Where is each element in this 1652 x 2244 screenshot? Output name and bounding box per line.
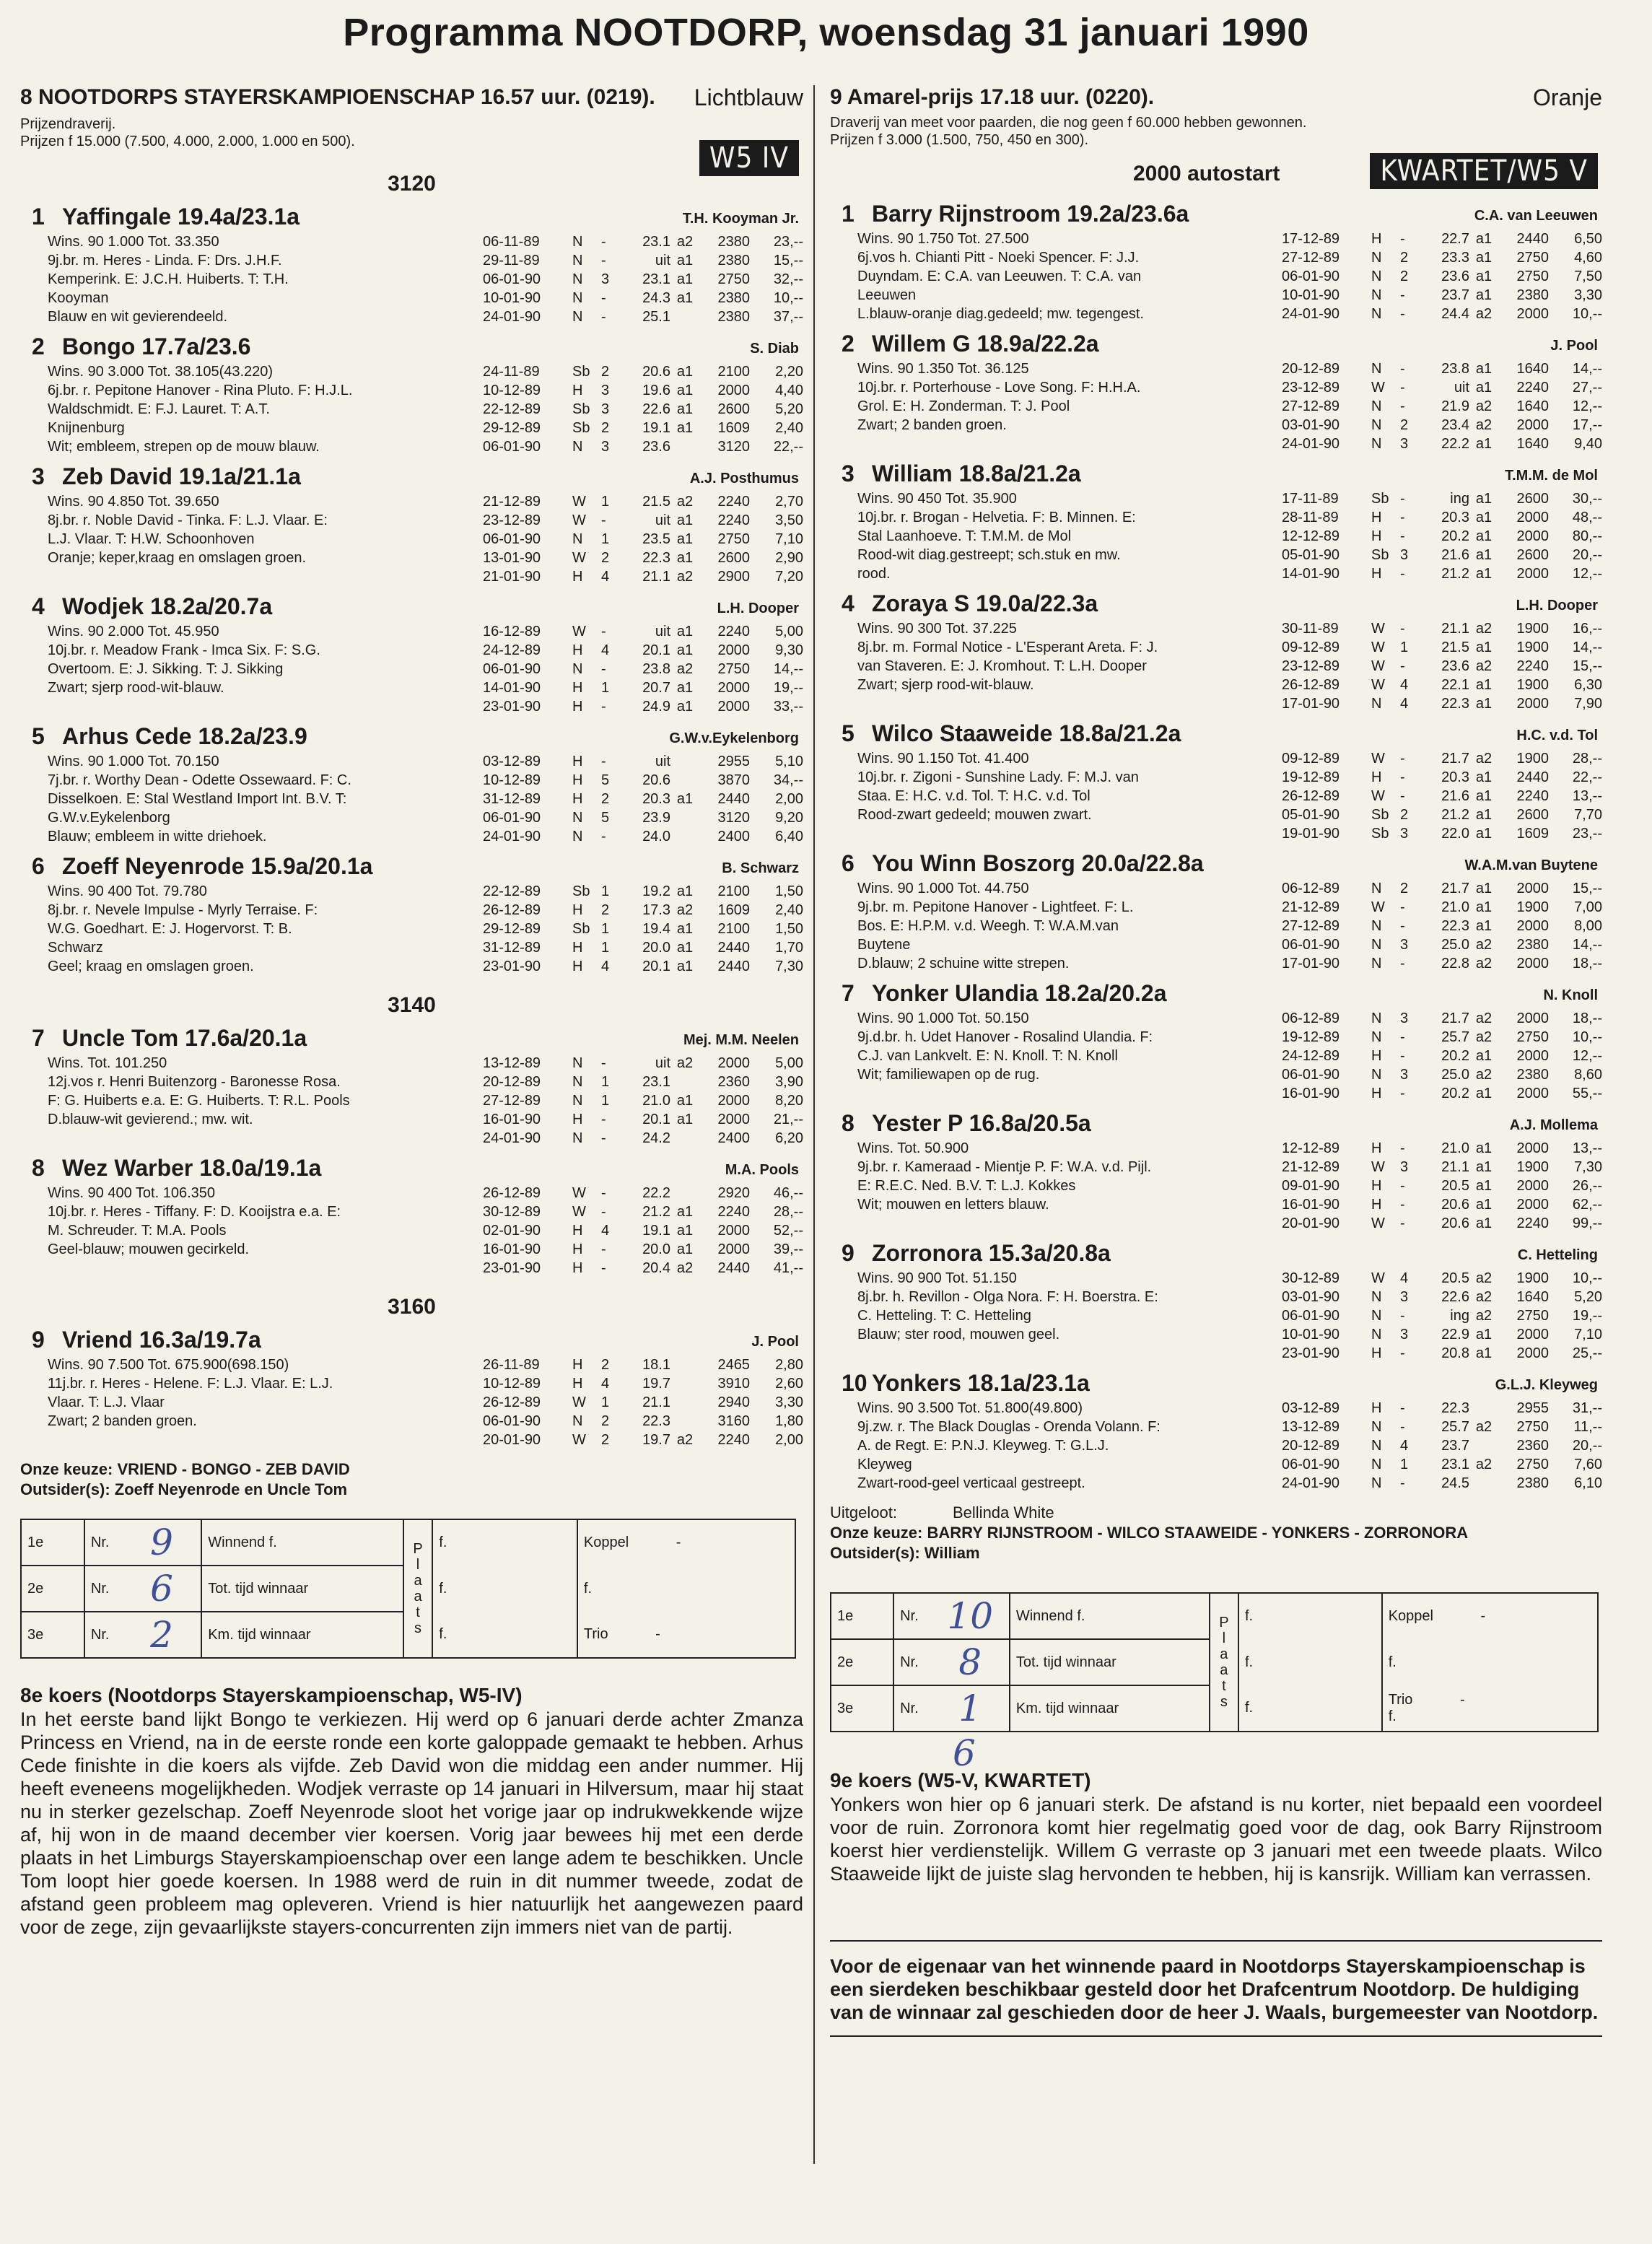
horse-number: 9	[32, 1327, 45, 1353]
horse-trainer: H.C. v.d. Tol	[1516, 728, 1598, 743]
horse-info-line: rood.	[857, 566, 891, 582]
horse-info-line: Wins. 90 1.000 Tot. 70.150	[48, 754, 219, 769]
race-result-row: 21-12-89 W 1 21.5 a2 2240 2,70	[483, 494, 803, 510]
horse-info-line: Disselkoen. E: Stal Westland Import Int. B.V. T:	[48, 791, 347, 807]
horse-trainer: W.A.M.van Buytene	[1464, 857, 1598, 873]
horse-info-line: Zwart; sjerp rood-wit-blauw.	[857, 677, 1034, 693]
horse-name: Wez Warber 18.0a/19.1a	[62, 1155, 322, 1181]
race-result-row: 31-12-89 H 1 20.0 a1 2440 1,70	[483, 940, 803, 956]
horse-info-line: Wins. 90 1.000 Tot. 44.750	[857, 881, 1029, 896]
horse-trainer: T.M.M. de Mol	[1505, 468, 1598, 484]
horse-info-line: Wins. Tot. 50.900	[857, 1140, 969, 1156]
race-result-row: 21-12-89 W - 21.0 a1 1900 7,00	[1282, 899, 1602, 915]
race-result-row: 28-11-89 H - 20.3 a1 2000 48,--	[1282, 510, 1602, 525]
race-result-row: 20-12-89 N 4 23.7 2360 20,--	[1282, 1438, 1602, 1454]
horse-name: Bongo 17.7a/23.6	[62, 333, 251, 359]
horse-entry	[830, 720, 1602, 843]
race-result-row: 13-12-89 N - 25.7 a2 2750 11,--	[1282, 1419, 1602, 1435]
horse-trainer: A.J. Mollema	[1509, 1117, 1598, 1133]
race-9-header: Oranje 9 Amarel-prijs 17.18 uur. (0220).	[830, 84, 1602, 110]
race-8-color: Lichtblauw	[694, 84, 803, 110]
horse-info-line: 8j.br. m. Formal Notice - L'Esperant Areta. F: J.	[857, 639, 1158, 655]
race-result-row: 26-12-89 W 4 22.1 a1 1900 6,30	[1282, 677, 1602, 693]
horse-name: Zorronora 15.3a/20.8a	[872, 1240, 1111, 1266]
race-result-row: 06-01-90 N - ing a2 2750 19,--	[1282, 1308, 1602, 1324]
race-result-row: 24-01-90 N 3 22.2 a1 1640 9,40	[1282, 436, 1602, 452]
race-result-row: 21-12-89 W 3 21.1 a1 1900 7,30	[1282, 1159, 1602, 1175]
horse-info-line: Kooyman	[48, 290, 109, 306]
race-result-row: 30-12-89 W - 21.2 a1 2240 28,--	[483, 1204, 803, 1220]
horse-info-line: Wins. 90 400 Tot. 106.350	[48, 1185, 216, 1201]
horse-info-line: Geel-blauw; mouwen gecirkeld.	[48, 1241, 250, 1257]
race-8-header: Lichtblauw 8 NOOTDORPS STAYERSKAMPIOENSCHAP 16.57 uur. (0219).	[20, 84, 803, 110]
race-9-type: Draverij van meet voor paarden, die nog geen f 60.000 hebben gewonnen.	[830, 115, 1307, 131]
horse-number: 3	[32, 463, 45, 489]
race-9-start: 2000 autostart	[1133, 162, 1280, 185]
race-result-row: 27-12-89 N 1 21.0 a1 2000 8,20	[483, 1093, 803, 1109]
horse-info-line: W.G. Goedhart. E: J. Hogervorst. T: B.	[48, 921, 292, 937]
horse-number: 8	[32, 1155, 45, 1181]
race-result-row: 14-01-90 H - 21.2 a1 2000 12,--	[1282, 566, 1602, 582]
horse-info-line: Blauw; ster rood, mouwen geel.	[857, 1327, 1060, 1343]
horse-entry	[830, 201, 1602, 323]
horse-info-line: Schwarz	[48, 940, 103, 956]
horse-info-line: 9j.br. m. Pepitone Hanover - Lightfeet. F: L.	[857, 899, 1134, 915]
horse-info-line: 10j.br. r. Porterhouse - Love Song. F: H.H.A.	[857, 380, 1141, 396]
horse-number: 6	[842, 850, 855, 876]
horse-trainer: C.A. van Leeuwen	[1474, 208, 1598, 224]
horse-number: 6	[32, 853, 45, 879]
horse-info-line: Wins. 90 3.000 Tot. 38.105(43.220)	[48, 364, 274, 380]
race-result-row: 13-12-89 N - uit a2 2000 5,00	[483, 1055, 803, 1071]
horse-info-line: D.blauw; 2 schuine witte strepen.	[857, 956, 1070, 972]
race-result-row: 29-12-89 Sb 2 19.1 a1 1609 2,40	[483, 420, 803, 436]
horse-name: Barry Rijnstroom 19.2a/23.6a	[872, 201, 1189, 227]
horse-info-line: Wins. 90 1.000 Tot. 33.350	[48, 234, 219, 250]
race-result-row: 06-12-89 N 3 21.7 a2 2000 18,--	[1282, 1010, 1602, 1026]
column-divider	[813, 85, 815, 2164]
horse-info-line: Buytene	[857, 937, 911, 953]
horse-info-line: 9j.br. m. Heres - Linda. F: Drs. J.H.F.	[48, 253, 282, 269]
horse-number: 1	[842, 201, 855, 227]
race-result-row: 19-12-89 N - 25.7 a2 2750 10,--	[1282, 1029, 1602, 1045]
horse-entry	[830, 590, 1602, 713]
horse-number: 4	[32, 593, 45, 619]
horse-trainer: C. Hetteling	[1517, 1247, 1598, 1263]
race-9-prizes: Prijzen f 3.000 (1.500, 750, 450 en 300).	[830, 132, 1089, 148]
race-result-row: 23-12-89 W - uit a1 2240 3,50	[483, 512, 803, 528]
distance-heading: 3160	[388, 1295, 436, 1319]
horse-info-line: van Staveren. E: J. Kromhout. T: L.H. Dooper	[857, 658, 1147, 674]
horse-info-line: Geel; kraag en omslagen groen.	[48, 959, 254, 974]
race-result-row: 10-01-90 N - 24.3 a1 2380 10,--	[483, 290, 803, 306]
horse-info-line: C. Hetteling. T: C. Hetteling	[857, 1308, 1031, 1324]
horse-name: Zoraya S 19.0a/22.3a	[872, 590, 1098, 616]
race-result-row: 30-12-89 W 4 20.5 a2 1900 10,--	[1282, 1270, 1602, 1286]
race-result-row: 09-12-89 W - 21.7 a2 1900 28,--	[1282, 751, 1602, 767]
distance-heading: 3120	[388, 172, 436, 196]
horse-number: 4	[842, 590, 855, 616]
plaats-label: P l a a t s	[1210, 1593, 1238, 1732]
horse-info-line: Wins. 90 1.000 Tot. 50.150	[857, 1010, 1029, 1026]
race-9-uitgeloot: Uitgeloot: Bellinda White	[830, 1503, 1054, 1522]
horse-trainer: T.H. Kooyman Jr.	[682, 211, 799, 227]
horse-name: You Winn Boszorg 20.0a/22.8a	[872, 850, 1204, 876]
horse-number: 1	[32, 204, 45, 230]
race-result-row: 26-12-89 W - 22.2 2920 46,--	[483, 1185, 803, 1201]
horse-info-line: Wins. 90 4.850 Tot. 39.650	[48, 494, 219, 510]
race-result-row: 06-01-90 N 1 23.5 a1 2750 7,10	[483, 531, 803, 547]
horse-entry	[20, 333, 803, 456]
race-result-row: 26-12-89 W - 21.6 a1 2240 13,--	[1282, 788, 1602, 804]
horse-entry	[20, 1327, 803, 1449]
race-result-row: 17-11-89 Sb - ing a1 2600 30,--	[1282, 491, 1602, 507]
horse-info-line: Wins. 90 300 Tot. 37.225	[857, 621, 1017, 637]
horse-trainer: J. Pool	[751, 1334, 799, 1350]
race-8-badge: W5 IV	[699, 140, 799, 176]
race-result-row: 20-01-90 W - 20.6 a1 2240 99,--	[1282, 1215, 1602, 1231]
horse-entry	[830, 1370, 1602, 1493]
race-result-row: 10-01-90 N 3 22.9 a1 2000 7,10	[1282, 1327, 1602, 1343]
page-title: Programma NOOTDORP, woensdag 31 januari 1990	[343, 11, 1309, 54]
horse-info-line: Zwart-rood-geel verticaal gestreept.	[857, 1475, 1085, 1491]
horse-info-line: 9j.br. r. Kameraad - Mientje P. F: W.A. v.d. Pijl.	[857, 1159, 1152, 1175]
race-result-row: 30-11-89 W - 21.1 a2 1900 16,--	[1282, 621, 1602, 637]
race-result-row: 17-12-89 H - 22.7 a1 2440 6,50	[1282, 231, 1602, 247]
race-9-commentary-title: 9e koers (W5-V, KWARTET)	[830, 1769, 1091, 1791]
horse-trainer: L.H. Dooper	[717, 601, 799, 616]
horse-entry	[830, 460, 1602, 583]
horse-info-line: Blauw; embleem in witte driehoek.	[48, 829, 267, 844]
race-result-row: 23-12-89 W - 23.6 a2 2240 15,--	[1282, 658, 1602, 674]
horse-entry	[20, 1025, 803, 1148]
race-result-row: 19-01-90 Sb 3 22.0 a1 1609 23,--	[1282, 826, 1602, 842]
race-result-row: 23-01-90 H - 20.4 a2 2440 41,--	[483, 1260, 803, 1276]
horse-name: Willem G 18.9a/22.2a	[872, 331, 1099, 357]
race-result-row: 24-01-90 N - 24.2 2400 6,20	[483, 1130, 803, 1146]
race-8-outsiders: Outsider(s): Zoeff Neyenrode en Uncle Tom	[20, 1480, 348, 1498]
horse-info-line: 8j.br. h. Revillon - Olga Nora. F: H. Boerstra. E:	[857, 1289, 1158, 1305]
horse-info-line: Wins. 90 2.000 Tot. 45.950	[48, 624, 219, 639]
sponsor-notice: Voor de eigenaar van het winnende paard in Nootdorps Stayerskampioenschap is een sierdeken beschikbaar gesteld door het Drafcentrum Nootdorp. De huldiging van de winnaar zal geschieden door de heer J. Waals, burgemeester van Nootdorp.	[830, 1940, 1602, 2037]
horse-info-line: L.J. Vlaar. T: H.W. Schoonhoven	[48, 531, 255, 547]
race-result-row: 26-11-89 H 2 18.1 2465 2,80	[483, 1357, 803, 1373]
race-result-row: 23-01-90 H 4 20.1 a1 2440 7,30	[483, 959, 803, 974]
horse-info-line: 9j.d.br. h. Udet Hanover - Rosalind Ulandia. F:	[857, 1029, 1153, 1045]
horse-info-line: Zwart; sjerp rood-wit-blauw.	[48, 680, 224, 696]
race-result-row: 06-11-89 N - 23.1 a2 2380 23,--	[483, 234, 803, 250]
race-8-commentary-text: In het eerste band lijkt Bongo te verkiezen. Hij werd op 6 januari derde achter Zmanza Princess en Vriend, na in de eerste ronde een korte galoppade gemaakt te hebben. Arhus Cede finishte in die koers als vijfde. Zeb David won die middag een ander nummer. Hij heeft eveneens mogelijkheden. Wodjek verraste op 14 januari in Hilversum, maar hij staat nu in sterker gezelschap. Zoeff Neyenrode sloot het vorige jaar op indrukwekkende wijze af, hij won in de maand december vier koersen. Vorig jaar bewees hij met een derde plaats in het Limburgs Stayerskampioenschap over een lange adem te beschikken. Uncle Tom loopt hier goede koersen. In 1988 werd de ruin in dit nummer tweede, zodat de afstand geen probleem mag opleveren. Vriend is hier natuurlijk het aangewezen paard voor de zege, zijn gevaarlijkste stayers-concurrenten zijn immers niet van de partij.	[20, 1708, 803, 1938]
horse-name: Zeb David 19.1a/21.1a	[62, 463, 301, 489]
distance-heading: 3140	[388, 993, 436, 1017]
horse-number: 2	[842, 331, 855, 357]
race-result-row: 24-01-90 N - 24.5 2380 6,10	[1282, 1475, 1602, 1491]
race-result-row: 24-01-90 N - 24.0 2400 6,40	[483, 829, 803, 844]
race-result-row: 10-01-90 N - 23.7 a1 2380 3,30	[1282, 287, 1602, 303]
horse-info-line: 8j.br. r. Noble David - Tinka. F: L.J. Vlaar. E:	[48, 512, 328, 528]
horse-info-line: C.J. van Lankvelt. E: N. Knoll. T: N. Knoll	[857, 1048, 1118, 1064]
horse-info-line: Wins. 90 450 Tot. 35.900	[857, 491, 1017, 507]
horse-name: Yonker Ulandia 18.2a/20.2a	[872, 980, 1167, 1006]
race-result-row: 16-01-90 H - 20.6 a1 2000 62,--	[1282, 1197, 1602, 1213]
horse-name: Zoeff Neyenrode 15.9a/20.1a	[62, 853, 373, 879]
horse-entry	[20, 204, 803, 326]
horse-info-line: Grol. E: H. Zonderman. T: J. Pool	[857, 398, 1070, 414]
horse-name: Yaffingale 19.4a/23.1a	[62, 204, 300, 230]
horse-info-line: A. de Regt. E: P.N.J. Kleyweg. T: G.L.J.	[857, 1438, 1109, 1454]
race-result-row: 26-12-89 W 1 21.1 2940 3,30	[483, 1394, 803, 1410]
horse-info-line: 10j.br. r. Brogan - Helvetia. F: B. Minnen. E:	[857, 510, 1136, 525]
race-result-row: 20-12-89 N 1 23.1 2360 3,90	[483, 1074, 803, 1090]
horse-info-line: 10j.br. r. Zigoni - Sunshine Lady. F: M.J. van	[857, 769, 1139, 785]
horse-info-line: Knijnenburg	[48, 420, 125, 436]
race-8-type: Prijzendraverij.	[20, 116, 116, 132]
race-8-commentary	[20, 1683, 803, 1939]
race-result-row: 03-01-90 N 2 23.4 a2 2000 17,--	[1282, 417, 1602, 433]
race-result-row: 24-12-89 H 4 20.1 a1 2000 9,30	[483, 642, 803, 658]
horse-entry	[20, 723, 803, 846]
horse-info-line: Waldschmidt. E: F.J. Lauret. T: A.T.	[48, 401, 270, 417]
horse-name: Wodjek 18.2a/20.7a	[62, 593, 273, 619]
horse-entry	[830, 850, 1602, 973]
horse-trainer: M.A. Pools	[725, 1162, 799, 1178]
race-result-row: 23-12-89 W - uit a1 2240 27,--	[1282, 380, 1602, 396]
horse-info-line: Vlaar. T: L.J. Vlaar	[48, 1394, 165, 1410]
race-8-column	[20, 85, 803, 1939]
race-9-badge: KWARTET/W5 V	[1370, 153, 1598, 189]
race-result-row: 06-01-90 N 5 23.9 3120 9,20	[483, 810, 803, 826]
race-result-row: 06-01-90 N 3 23.6 3120 22,--	[483, 439, 803, 455]
race-result-row: 13-01-90 W 2 22.3 a1 2600 2,90	[483, 550, 803, 566]
race-result-row: 22-12-89 Sb 3 22.6 a1 2600 5,20	[483, 401, 803, 417]
horse-number: 2	[32, 333, 45, 359]
race-result-row: 24-01-90 N - 25.1 2380 37,--	[483, 309, 803, 325]
race-result-row: 16-01-90 H - 20.1 a1 2000 21,--	[483, 1112, 803, 1127]
horse-trainer: N. Knoll	[1543, 987, 1598, 1003]
horse-trainer: A.J. Posthumus	[689, 471, 799, 486]
horse-trainer: Mej. M.M. Neelen	[683, 1032, 799, 1048]
race-result-row: 27-12-89 N - 22.3 a1 2000 8,00	[1282, 918, 1602, 934]
handwritten-winner: 9	[123, 1519, 201, 1566]
horse-info-line: Wins. 90 900 Tot. 51.150	[857, 1270, 1017, 1286]
horse-entry	[20, 463, 803, 586]
horse-info-line: F: G. Huiberts e.a. E: G. Huiberts. T: R.L. Pools	[48, 1093, 350, 1109]
race-result-row: 31-12-89 H 2 20.3 a1 2440 2,00	[483, 791, 803, 807]
race-result-row: 17-01-90 N 4 22.3 a1 2000 7,90	[1282, 696, 1602, 712]
horse-info-line: Wit; familiewapen op de rug.	[857, 1067, 1040, 1083]
race-result-row: 20-01-90 W 2 19.7 a2 2240 2,00	[483, 1432, 803, 1448]
horse-number: 8	[842, 1110, 855, 1136]
horse-info-line: Zwart; 2 banden groen.	[48, 1413, 197, 1429]
horse-name: Yonkers 18.1a/23.1a	[872, 1370, 1090, 1396]
horse-info-line: D.blauw-wit gevierend.; mw. wit.	[48, 1112, 253, 1127]
race-result-row: 09-12-89 W 1 21.5 a1 1900 14,--	[1282, 639, 1602, 655]
race-result-row: 23-01-90 H - 20.8 a1 2000 25,--	[1282, 1345, 1602, 1361]
horse-entry	[830, 331, 1602, 453]
race-8-prizes: Prijzen f 15.000 (7.500, 4.000, 2.000, 1.000 en 500).	[20, 134, 355, 149]
horse-number: 7	[842, 980, 855, 1006]
race-result-row: 26-12-89 H 2 17.3 a2 1609 2,40	[483, 902, 803, 918]
horse-entry	[20, 853, 803, 976]
race-result-row: 03-12-89 H - 22.3 2955 31,--	[1282, 1400, 1602, 1416]
horse-entry	[20, 1155, 803, 1278]
horse-entry	[830, 980, 1602, 1103]
race-result-row: 10-12-89 H 5 20.6 3870 34,--	[483, 772, 803, 788]
horse-info-line: Bos. E: H.P.M. v.d. Weegh. T: W.A.M.van	[857, 918, 1119, 934]
race-9-column	[830, 85, 1602, 2037]
race-9-keuze: Onze keuze: BARRY RIJNSTROOM - WILCO STAAWEIDE - YONKERS - ZORRONORA	[830, 1524, 1469, 1542]
race-result-row: 03-12-89 H - uit 2955 5,10	[483, 754, 803, 769]
race-result-row: 24-01-90 N - 24.4 a2 2000 10,--	[1282, 306, 1602, 322]
horse-info-line: E: R.E.C. Ned. B.V. T: L.J. Kokkes	[857, 1178, 1076, 1194]
horse-trainer: B. Schwarz	[722, 860, 799, 876]
horse-name: Wilco Staaweide 18.8a/21.2a	[872, 720, 1181, 746]
horse-info-line: Rood-wit diag.gestreept; sch.stuk en mw.	[857, 547, 1121, 563]
horse-info-line: Oranje; keper,kraag en omslagen groen.	[48, 550, 306, 566]
horse-info-line: Kleyweg	[857, 1457, 912, 1472]
horse-info-line: Zwart; 2 banden groen.	[857, 417, 1007, 433]
race-9-commentary-text: Yonkers won hier op 6 januari sterk. De afstand is nu korter, niet bepaald een voordeel voor de ruin. Zorronora komt hier regelmatig goed voor de dag, ook Barry Rijnstroom koerst hier verdienstelijk. Willem G verraste op 3 januari met een tweede plaats. Wilco Staaweide lijkt de juiste slag hervonden te hebben, hij is kansrijk. William kan verrassen.	[830, 1794, 1602, 1885]
race-9-commentary	[830, 1768, 1602, 1885]
horse-entry	[830, 1110, 1602, 1233]
horse-info-line: Wins. 90 400 Tot. 79.780	[48, 883, 207, 899]
horse-name: Arhus Cede 18.2a/23.9	[62, 723, 307, 749]
horse-info-line: 6j.vos h. Chianti Pitt - Noeki Spencer. F: J.J.	[857, 250, 1140, 266]
race-result-row: 09-01-90 H - 20.5 a1 2000 26,--	[1282, 1178, 1602, 1194]
horse-info-line: Wins. 90 1.150 Tot. 41.400	[857, 751, 1029, 767]
horse-info-line: 7j.br. r. Worthy Dean - Odette Ossewaard. F: C.	[48, 772, 351, 788]
race-9-entries	[830, 201, 1602, 1493]
plaats-label: P l a a t s	[403, 1519, 433, 1658]
race-result-row: 06-01-90 N 3 23.1 a1 2750 32,--	[483, 271, 803, 287]
race-result-row: 06-01-90 N 3 25.0 a2 2380 8,60	[1282, 1067, 1602, 1083]
race-result-row: 21-01-90 H 4 21.1 a2 2900 7,20	[483, 569, 803, 585]
race-result-row: 03-01-90 N 3 22.6 a2 1640 5,20	[1282, 1289, 1602, 1305]
race-result-row: 29-11-89 N - uit a1 2380 15,--	[483, 253, 803, 269]
horse-info-line: M. Schreuder. T: M.A. Pools	[48, 1223, 227, 1239]
horse-info-line: Wit; embleem, strepen op de mouw blauw.	[48, 439, 320, 455]
horse-info-line: 9j.zw. r. The Black Douglas - Orenda Volann. F:	[857, 1419, 1161, 1435]
horse-entry	[830, 1240, 1602, 1363]
horse-trainer: G.L.J. Kleyweg	[1495, 1377, 1598, 1393]
horse-name: Vriend 16.3a/19.7a	[62, 1327, 261, 1353]
horse-info-line: Overtoom. E: J. Sikking. T: J. Sikking	[48, 661, 284, 677]
race-result-row: 06-01-90 N 2 23.6 a1 2750 7,50	[1282, 269, 1602, 284]
handwritten-fourth: 6	[953, 1732, 976, 1774]
horse-info-line: 12j.vos r. Henri Buitenzorg - Baronesse Rosa.	[48, 1074, 341, 1090]
race-8-result-form: 1e Nr. 9 Winnend f. P l a a t s f. Koppel - 2e Nr. 6 Tot. tijd winnaar f. f. 3e Nr. 2 Km. tijd winnaar f. Trio -	[20, 1519, 796, 1659]
horse-info-line: Staa. E: H.C. v.d. Tol. T: H.C. v.d. Tol	[857, 788, 1091, 804]
race-result-row: 06-01-90 N 3 25.0 a2 2380 14,--	[1282, 937, 1602, 953]
race-result-row: 29-12-89 Sb 1 19.4 a1 2100 1,50	[483, 921, 803, 937]
race-result-row: 02-01-90 H 4 19.1 a1 2000 52,--	[483, 1223, 803, 1239]
race-result-row: 16-01-90 H - 20.2 a1 2000 55,--	[1282, 1086, 1602, 1101]
race-result-row: 22-12-89 Sb 1 19.2 a1 2100 1,50	[483, 883, 803, 899]
race-result-row: 06-01-90 N 1 23.1 a2 2750 7,60	[1282, 1457, 1602, 1472]
horse-trainer: S. Diab	[750, 341, 799, 357]
horse-number: 10	[842, 1370, 867, 1396]
race-result-row: 10-12-89 H 3 19.6 a1 2000 4,40	[483, 383, 803, 398]
horse-info-line: Duyndam. E: C.A. van Leeuwen. T: C.A. van	[857, 269, 1142, 284]
race-9-color: Oranje	[1532, 84, 1602, 110]
horse-info-line: Stal Laanhoeve. T: T.M.M. de Mol	[857, 528, 1072, 544]
race-result-row: 20-12-89 N - 23.8 a1 1640 14,--	[1282, 361, 1602, 377]
race-result-row: 06-12-89 N 2 21.7 a1 2000 15,--	[1282, 881, 1602, 896]
horse-info-line: Kemperink. E: J.C.H. Huiberts. T: T.H.	[48, 271, 289, 287]
horse-trainer: G.W.v.Eykelenborg	[669, 730, 799, 746]
horse-number: 7	[32, 1025, 45, 1051]
race-result-row: 05-01-90 Sb 2 21.2 a1 2600 7,70	[1282, 807, 1602, 823]
horse-info-line: 10j.br. r. Heres - Tiffany. F: D. Kooijstra e.a. E:	[48, 1204, 341, 1220]
horse-number: 9	[842, 1240, 855, 1266]
horse-info-line: Wins. 90 1.350 Tot. 36.125	[857, 361, 1029, 377]
horse-info-line: Blauw en wit gevierendeeld.	[48, 309, 228, 325]
race-result-row: 10-12-89 H 4 19.7 3910 2,60	[483, 1376, 803, 1392]
horse-info-line: G.W.v.Eykelenborg	[48, 810, 170, 826]
horse-name: William 18.8a/21.2a	[872, 460, 1081, 486]
race-result-row: 05-01-90 Sb 3 21.6 a1 2600 20,--	[1282, 547, 1602, 563]
horse-info-line: 10j.br. r. Meadow Frank - Imca Six. F: S.G.	[48, 642, 320, 658]
race-result-row: 27-12-89 N - 21.9 a2 1640 12,--	[1282, 398, 1602, 414]
race-result-row: 12-12-89 H - 20.2 a1 2000 80,--	[1282, 528, 1602, 544]
race-result-row: 14-01-90 H 1 20.7 a1 2000 19,--	[483, 680, 803, 696]
horse-number: 3	[842, 460, 855, 486]
race-result-row: 19-12-89 H - 20.3 a1 2440 22,--	[1282, 769, 1602, 785]
race-result-row: 12-12-89 H - 21.0 a1 2000 13,--	[1282, 1140, 1602, 1156]
horse-info-line: Wins. 90 7.500 Tot. 675.900(698.150)	[48, 1357, 289, 1373]
race-result-row: 17-01-90 N - 22.8 a2 2000 18,--	[1282, 956, 1602, 972]
race-8-entries	[20, 172, 803, 1449]
horse-info-line: L.blauw-oranje diag.gedeeld; mw. tegengest.	[857, 306, 1144, 322]
race-result-row: 16-12-89 W - uit a1 2240 5,00	[483, 624, 803, 639]
horse-info-line: Wins. Tot. 101.250	[48, 1055, 167, 1071]
horse-name: Uncle Tom 17.6a/20.1a	[62, 1025, 307, 1051]
race-result-row: 06-01-90 N - 23.8 a2 2750 14,--	[483, 661, 803, 677]
horse-info-line: Wins. 90 3.500 Tot. 51.800(49.800)	[857, 1400, 1083, 1416]
race-result-row: 16-01-90 H - 20.0 a1 2000 39,--	[483, 1241, 803, 1257]
race-8-keuze: Onze keuze: VRIEND - BONGO - ZEB DAVID	[20, 1460, 350, 1478]
horse-info-line: 8j.br. r. Nevele Impulse - Myrly Terraise. F:	[48, 902, 318, 918]
horse-entry	[20, 593, 803, 716]
race-result-row: 27-12-89 N 2 23.3 a1 2750 4,60	[1282, 250, 1602, 266]
horse-trainer: L.H. Dooper	[1516, 598, 1598, 614]
horse-trainer: J. Pool	[1550, 338, 1598, 354]
horse-number: 5	[842, 720, 855, 746]
horse-number: 5	[32, 723, 45, 749]
horse-info-line: Leeuwen	[857, 287, 917, 303]
horse-info-line: 11j.br. r. Heres - Helene. F: L.J. Vlaar. E: L.J.	[48, 1376, 333, 1392]
horse-info-line: 6j.br. r. Pepitone Hanover - Rina Pluto. F: H.J.L.	[48, 383, 353, 398]
race-9-outsiders: Outsider(s): William	[830, 1544, 980, 1562]
horse-info-line: Wins. 90 1.750 Tot. 27.500	[857, 231, 1029, 247]
horse-info-line: Rood-zwart gedeeld; mouwen zwart.	[857, 807, 1092, 823]
race-8-commentary-title: 8e koers (Nootdorps Stayerskampioenschap, W5-IV)	[20, 1684, 523, 1706]
horse-info-line: Wit; mouwen en letters blauw.	[857, 1197, 1049, 1213]
race-result-row: 23-01-90 H - 24.9 a1 2000 33,--	[483, 699, 803, 715]
race-9-result-form: 1e Nr. 10 Winnend f. P l a a t s f. Koppel - 2e Nr. 8 Tot. tijd winnaar f. f. 3e Nr. 1 Km. tijd winnaar f. Trio - f.	[830, 1592, 1599, 1732]
race-result-row: 06-01-90 N 2 22.3 3160 1,80	[483, 1413, 803, 1429]
race-result-row: 24-11-89 Sb 2 20.6 a1 2100 2,20	[483, 364, 803, 380]
horse-name: Yester P 16.8a/20.5a	[872, 1110, 1091, 1136]
race-result-row: 24-12-89 H - 20.2 a1 2000 12,--	[1282, 1048, 1602, 1064]
